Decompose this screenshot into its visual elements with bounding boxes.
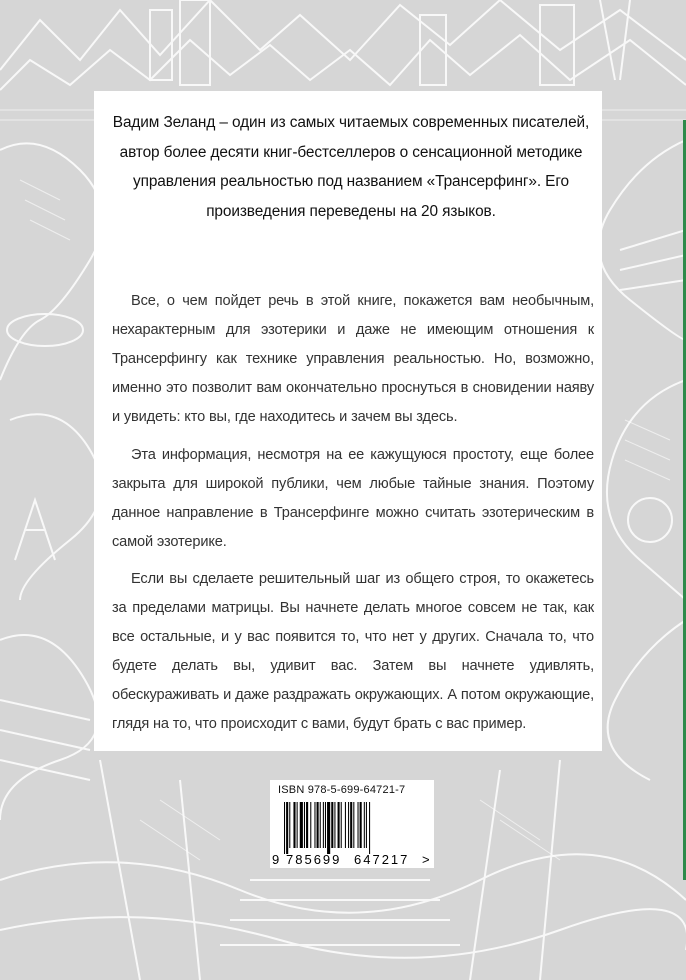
barcode-bar (358, 802, 359, 848)
barcode-bar (341, 802, 342, 848)
barcode-bar (327, 802, 330, 854)
barcode-quiet-mark: > (422, 852, 430, 867)
barcode-bar (306, 802, 308, 848)
barcode-bar (304, 802, 305, 848)
barcode-bar (310, 802, 311, 848)
barcode-bar (369, 802, 370, 854)
isbn-label: ISBN 978-5-699-64721-7 (278, 784, 406, 796)
barcode-bar (314, 802, 315, 848)
barcode-bar (300, 802, 303, 848)
barcode-icon (270, 800, 434, 868)
barcode-bar (325, 802, 326, 848)
barcode-bar (345, 802, 346, 848)
book-blurb (112, 287, 594, 748)
blurb-paragraph-3: Если вы сделаете решительный шаг из общего строя, то окажетесь за пределами матрицы. Вы начнете делать многое совсем не так, как все остальные, и у вас появится то, что нет у других. Сначала то, что будете делать вы, удивит вас. Затем вы начнете удивлять, обескураживать и даже раздражать окружающих. А потом окружающие, глядя на то, что происходит с вами, будут брать с вас пример. (112, 571, 594, 732)
blurb-paragraph-2: Эта информация, несмотря на ее кажущуюся простоту, еще более закрыта для широкой публики, чем любые тайные знания. Поэтому данное направление в Трансерфинге можно считать эзотерическим в самой эзотерике. (112, 446, 594, 550)
barcode-bar (348, 802, 349, 848)
author-bio: Вадим Зеланд – один из самых читаемых современных писателей, автор более десяти книг-бестселлеров о сенсационной методике управления реальностью под названием «Трансерфинг». Его произведения переведены на 20 языков. (112, 114, 590, 220)
barcode-bar (353, 802, 354, 848)
barcode-bar (284, 802, 285, 854)
barcode-bar (331, 802, 333, 848)
blurb-paragraph-1: Все, о чем пойдет речь в этой книге, покажется вам необычным, нехарактерным для эзотерики и даже не имеющим отношения к Трансерфингу как технике управления реальностью. Но, возможно, именно это позволит вам окончательно проснуться в сновидении наяву и увидеть: кто вы, где находитесь и зачем вы здесь. (112, 293, 594, 425)
barcode-bar (334, 802, 335, 848)
barcode-bar (293, 802, 295, 848)
barcode-bar (360, 802, 362, 848)
barcode-bar (350, 802, 352, 848)
barcode-bar (338, 802, 340, 848)
isbn-barcode (270, 780, 434, 868)
barcode-bar (317, 802, 319, 848)
barcode-right-digits: 647217 (354, 852, 410, 867)
barcode-bar (286, 802, 288, 854)
barcode-left-digits: 785699 (286, 852, 342, 867)
barcode-bar (320, 802, 321, 848)
barcode-bar (366, 802, 367, 848)
barcode-bar (297, 802, 298, 848)
barcode-bar (364, 802, 365, 848)
barcode-bar (289, 802, 290, 848)
barcode-bar (323, 802, 324, 848)
barcode-lead-digit: 9 (272, 852, 280, 867)
